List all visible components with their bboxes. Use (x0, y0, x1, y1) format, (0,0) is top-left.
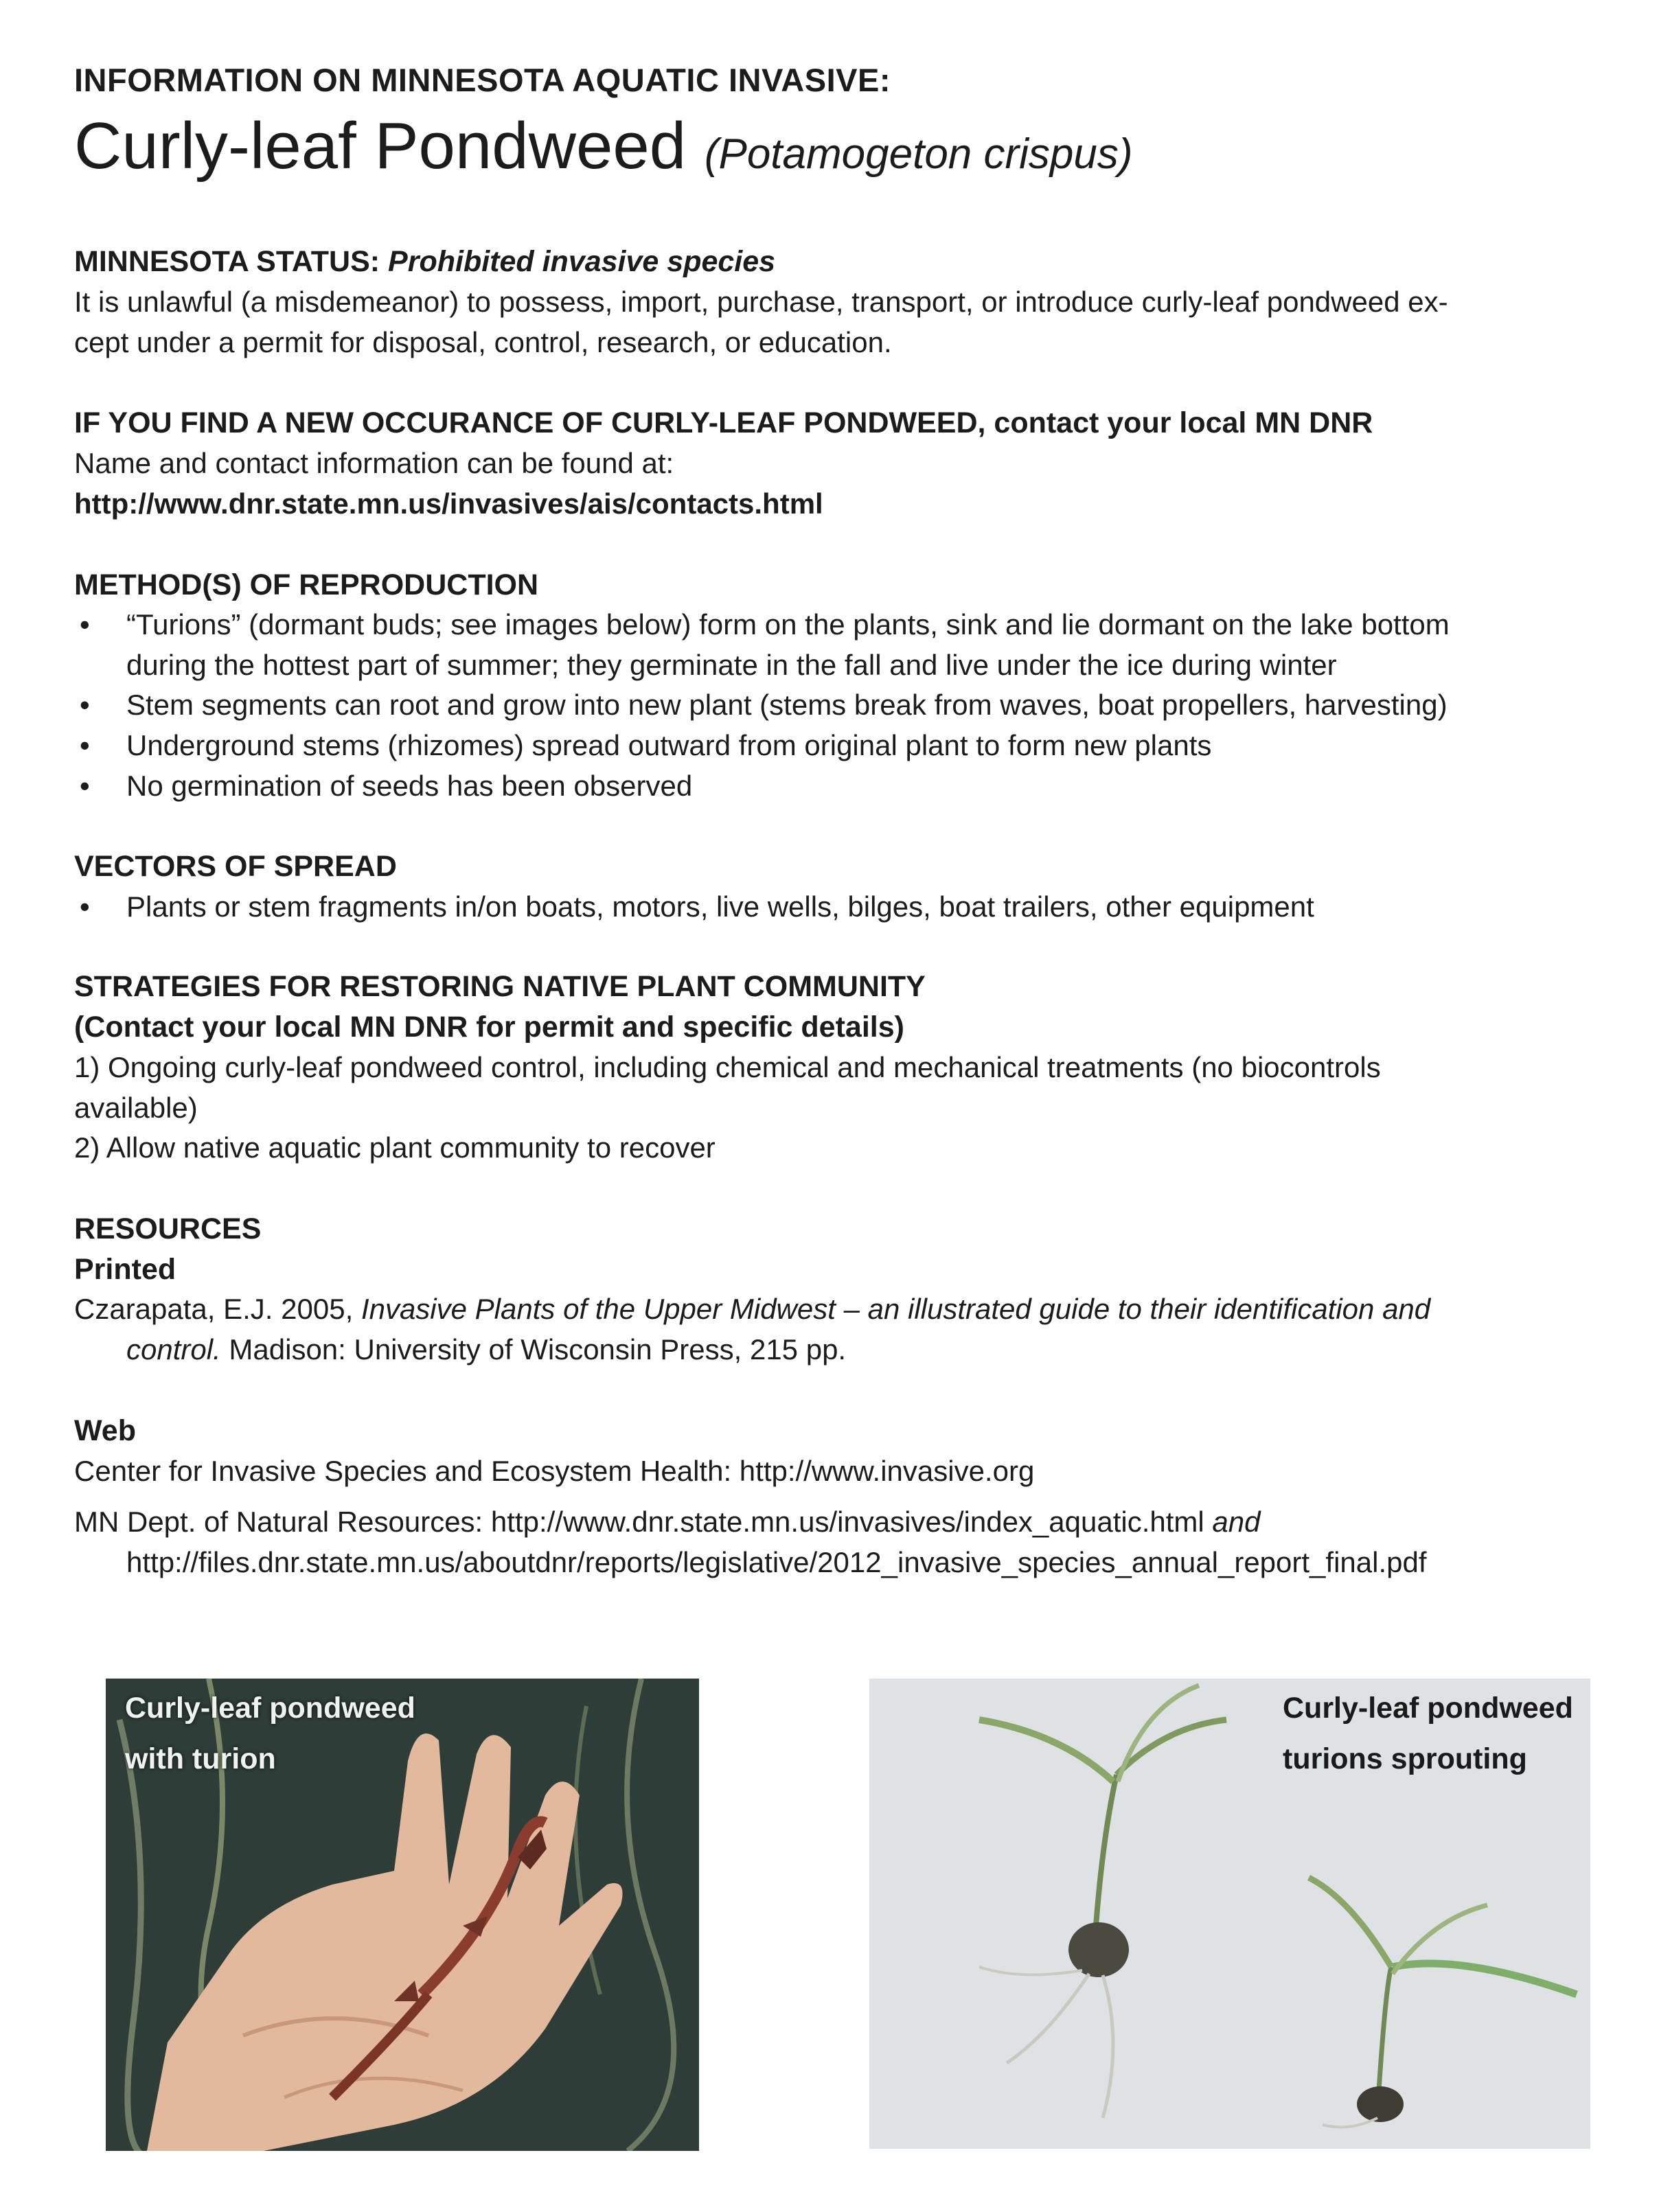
list-item-continuation: during the hottest part of summer; they germinate in the fall and live under the ice during winter (126, 649, 1337, 681)
strategies-heading: STRATEGIES FOR RESTORING NATIVE PLANT COMMUNITY (74, 970, 926, 1003)
web-resource-1[interactable]: Center for Invasive Species and Ecosystem Health: http://www.invasive.org (74, 1455, 1035, 1487)
common-name: Curly-leaf Pondweed (74, 109, 687, 183)
resources-heading: RESOURCES (74, 1212, 262, 1245)
status-text-line1: It is unlawful (a misdemeanor) to possess, import, purchase, transport, or introduce curly-leaf pondweed ex- (74, 286, 1448, 318)
bullet-icon: • (80, 689, 90, 721)
bullet-icon: • (80, 729, 90, 761)
web-resource-2[interactable]: MN Dept. of Natural Resources: http://www.dnr.state.mn.us/invasives/index_aquatic.html and (74, 1506, 1261, 1538)
vectors-heading: VECTORS OF SPREAD (74, 850, 397, 883)
right-photo-caption: Curly-leaf pondweed turions sprouting (1283, 1692, 1573, 1775)
new-occurrence-heading: IF YOU FIND A NEW OCCURANCE OF CURLY-LEAF PONDWEED, contact your local MN DNR (74, 406, 1373, 439)
strategy-item-1: 1) Ongoing curly-leaf pondweed control, including chemical and mechanical treatments (no biocontrols (74, 1051, 1381, 1083)
status-heading (74, 242, 775, 281)
left-photo-caption: Curly-leaf pondweed with turion (125, 1692, 415, 1775)
reproduction-heading: METHOD(S) OF REPRODUCTION (74, 568, 539, 601)
document-page: INFORMATION ON MINNESOTA AQUATIC INVASIVE: Curly-leaf Pondweed (Potamogeton crispus) MINNESOTA STATUS: Prohibited invasive species It is unlawful (a misdemeanor) to possess, import, purchase, transport, or introduce curly-leaf pondweed ex- cept under a permit for disposal, control, research, or education. IF YOU FIND A NEW OCCURANCE OF CURLY-LEAF PONDWEED, contact your local MN DNR Name and contact information can be found at: http://www.dnr.state.mn.us/invasives/ais/contacts.html METHOD(S) OF REPRODUCTION • “Turions” (dormant buds; see images below) form on the plants, sink and lie dormant on the lake bottom during the hottest part of summer; they germinate in the fall and live under the ice during winter • Stem segments can root and grow into new plant (stems break from waves, boat propellers, harvesting) • Underground stems (rhizomes) spread outward from original plant to form new plants • No germination of seeds has been observed VECTORS OF SPREAD • Plants or stem fragments in/on boats, motors, live wells, bilges, boat trailers, other equipment STRATEGIES FOR RESTORING NATIVE PLANT COMMUNITY (Contact your local MN DNR for permit and specific details) 1) Ongoing curly-leaf pondweed control, including chemical and mechanical treatments (no biocontrols available) 2) Allow native aquatic plant community to recover RESOURCES Printed Czarapata, E.J. 2005, Invasive Plants of the Upper Midwest – an illustrated guide to their identification and control. Madison: University of Wisconsin Press, 215 pp. Web Center for Invasive Species and Ecosystem Health: http://www.invasive.org MN Dept. of Natural Resources: http://www.dnr.state.mn.us/invasives/index_aquatic.html and http://files.dnr.state.mn.us/aboutdnr/reports/legislative/2012_invasive_species_annual_report_final.pdf Curly-leaf pondweed with turion Curly-leaf pondweed turions sprouting (0, 0, 1670, 2212)
bullet-icon: • (80, 890, 90, 923)
status-value: Prohibited invasive species (388, 245, 776, 278)
web-resource-2-continuation[interactable]: http://files.dnr.state.mn.us/aboutdnr/reports/legislative/2012_invasive_species_annual_report_final.pdf (126, 1546, 1427, 1578)
header-kicker: INFORMATION ON MINNESOTA AQUATIC INVASIVE: (74, 62, 891, 98)
book-title: Invasive Plants of the Upper Midwest – an illustrated guide to their identification and (361, 1293, 1431, 1325)
bullet-icon: • (80, 770, 90, 802)
strategies-subheading: (Contact your local MN DNR for permit and specific details) (74, 1011, 904, 1044)
bullet-icon: • (80, 608, 90, 641)
photo-turions-sprouting (869, 1679, 1590, 2149)
strategy-item-1-continuation: available) (74, 1092, 198, 1124)
page-title (74, 108, 1133, 192)
web-heading: Web (74, 1414, 136, 1447)
printed-citation: Czarapata, E.J. 2005, Invasive Plants of the Upper Midwest – an illustrated guide to their identification and (74, 1293, 1431, 1325)
printed-citation-continuation: control. Madison: University of Wisconsin Press, 215 pp. (126, 1333, 847, 1366)
photo-hand-with-turion (106, 1679, 699, 2151)
scientific-name: (Potamogeton crispus) (704, 130, 1133, 178)
strategy-item-2: 2) Allow native aquatic plant community to recover (74, 1131, 716, 1164)
printed-heading: Printed (74, 1253, 176, 1286)
status-text-line2: cept under a permit for disposal, control, research, or education. (74, 326, 892, 358)
status-label: MINNESOTA STATUS: (74, 245, 389, 278)
contacts-link[interactable]: http://www.dnr.state.mn.us/invasives/ais/contacts.html (74, 487, 823, 520)
new-occurrence-text: Name and contact information can be found at: (74, 447, 674, 479)
